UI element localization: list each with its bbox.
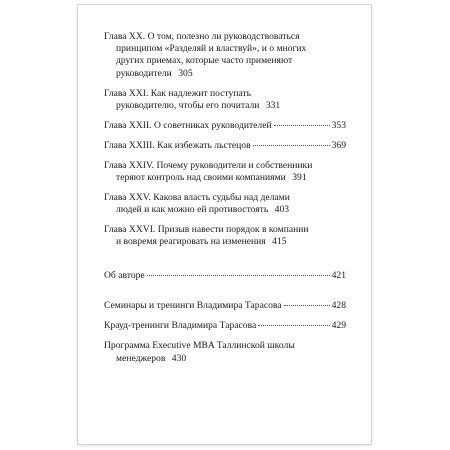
toc-entry-text: Глава XXII. О советниках руководителей xyxy=(104,119,272,131)
toc-page-number: 421 xyxy=(331,270,346,282)
toc-entry-title-line: Глава XXI. Как надлежит поступать xyxy=(104,87,252,99)
dot-leader xyxy=(284,305,330,306)
toc-entry-text: руководителю, чтобы его почитали xyxy=(116,99,260,111)
section-gap xyxy=(104,290,346,300)
toc-entry-last-line xyxy=(104,172,346,184)
toc-entry-text: и вовремя реагировать на изменения xyxy=(116,236,266,248)
toc-entry-last-line xyxy=(104,100,346,112)
toc-page-number: 415 xyxy=(272,236,287,248)
section-gap xyxy=(104,256,346,270)
toc-entry-crowd-trainings xyxy=(104,320,346,332)
toc-page-number: 428 xyxy=(331,300,346,312)
toc-entry-title-line: Глава XXV. Какова власть судьбы над делами xyxy=(104,192,290,204)
toc-entry-emba-program xyxy=(104,340,346,364)
dot-leader xyxy=(274,125,330,126)
toc-entry-last-line xyxy=(104,270,346,282)
toc-entry-chapter-20 xyxy=(104,31,346,80)
toc-entry-chapter-21 xyxy=(104,88,346,112)
dot-leader xyxy=(253,145,330,146)
toc-entry-text: руководители xyxy=(116,67,172,79)
dot-leader xyxy=(258,325,329,326)
toc-entry-chapter-25 xyxy=(104,192,346,216)
toc-entry-continuation: принципом «Разделяй и властвуй», и о многих xyxy=(116,43,307,55)
toc-entry-text: теряют контроль над своими компаниями xyxy=(116,172,286,184)
table-of-contents xyxy=(104,31,346,373)
toc-entry-title-line: Глава XX. О том, полезно ли руководствоваться xyxy=(104,31,300,42)
toc-entry-last-line xyxy=(104,236,346,248)
toc-entry-chapter-24 xyxy=(104,160,346,184)
book-page xyxy=(78,5,371,444)
toc-page-number: 353 xyxy=(331,119,346,131)
toc-page-number: 403 xyxy=(274,204,290,216)
toc-entry-last-line xyxy=(104,140,346,152)
toc-entry-last-line xyxy=(104,353,346,365)
toc-entry-text: Крауд-тренинги Владимира Тарасова xyxy=(104,320,257,332)
toc-entry-title-line: Глава XXIV. Почему руководители и собственники xyxy=(104,159,313,171)
toc-entry-chapter-22 xyxy=(104,120,346,132)
toc-entry-last-line xyxy=(104,320,346,332)
toc-entry-chapter-23 xyxy=(104,140,346,152)
toc-page-number: 430 xyxy=(171,352,187,364)
toc-entry-title-line: Программа Executive MBA Таллинской школы xyxy=(104,340,295,352)
toc-page-number: 429 xyxy=(331,320,346,332)
toc-entry-last-line xyxy=(104,204,346,216)
toc-page-number: 305 xyxy=(178,67,193,79)
toc-entry-text: людей и как можно ей противостоять xyxy=(116,204,269,216)
toc-entry-chapter-26 xyxy=(104,224,346,248)
toc-entry-text: Глава XXIII. Как избежать льстецов xyxy=(104,139,251,151)
toc-entry-continuation: других приемах, которые часто применяют xyxy=(116,55,293,67)
toc-entry-text: Семинары и тренинги Владимира Тарасова xyxy=(104,300,282,312)
dot-leader xyxy=(147,275,330,276)
toc-entry-last-line xyxy=(104,120,346,132)
toc-page-number: 369 xyxy=(331,139,346,151)
toc-entry-about-author xyxy=(104,270,346,282)
toc-entry-title-line: Глава XXVI. Призыв навести порядок в компании xyxy=(104,224,309,236)
toc-page-number: 391 xyxy=(292,172,307,184)
toc-entry-text: Об авторе xyxy=(104,270,145,282)
toc-entry-last-line xyxy=(104,300,346,312)
toc-entry-last-line xyxy=(104,68,346,80)
toc-page-number: 331 xyxy=(265,99,281,111)
toc-entry-text: менеджеров xyxy=(116,352,166,364)
toc-entry-seminars xyxy=(104,300,346,312)
